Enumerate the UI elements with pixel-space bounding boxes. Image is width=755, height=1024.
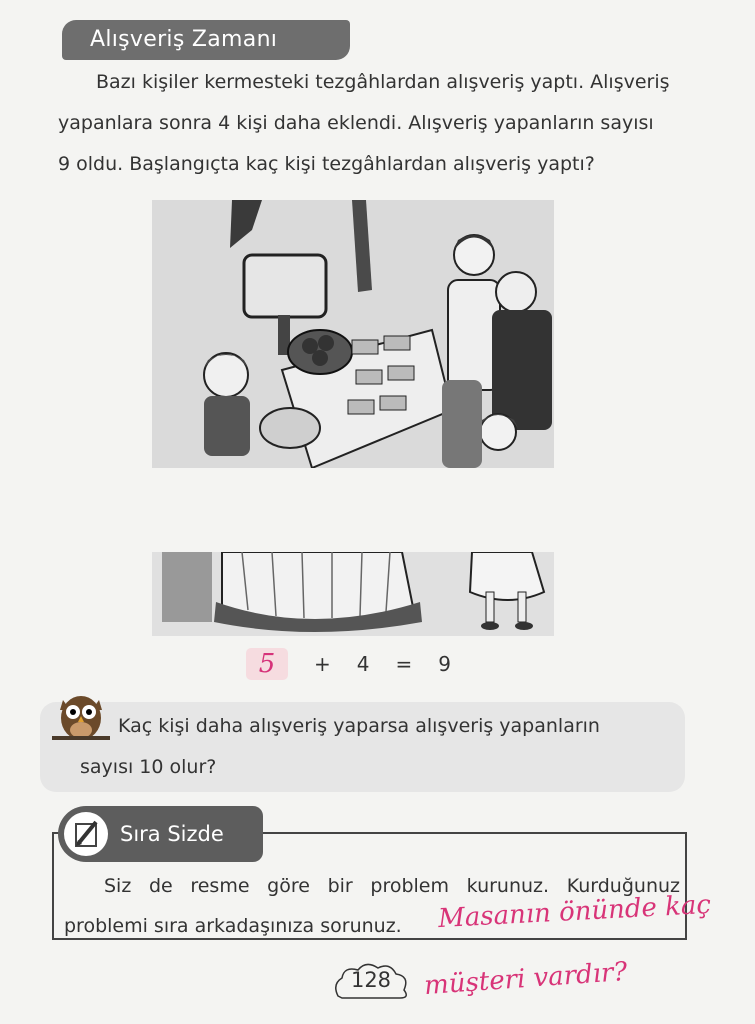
question-text: [80, 706, 680, 788]
task-line-2: problemi sıra arkadaşınıza sorunuz.: [64, 915, 402, 937]
kermes-illustration-top: [152, 200, 554, 468]
equals-sign: =: [395, 652, 413, 676]
page-title: Alışveriş Zamanı: [62, 20, 350, 60]
addend: 4: [356, 652, 370, 676]
answer-box[interactable]: [246, 648, 288, 680]
problem-line-2: yapanlara sonra 4 kişi daha eklendi. Alışveriş yapanların sayısı: [58, 112, 654, 134]
pencil-icon: [64, 812, 108, 856]
handwritten-problem-line-1: Masanın önünde kaç: [437, 889, 712, 935]
question-line-1: Kaç kişi daha alışveriş yaparsa alışveriş yapanların: [118, 715, 600, 737]
task-label: Sıra Sizde: [120, 822, 224, 846]
handwritten-answer: 5: [258, 649, 276, 679]
question-line-2: sayısı 10 olur?: [80, 756, 217, 778]
kermes-illustration-bottom: [152, 552, 554, 636]
problem-line-3: 9 oldu. Başlangıçta kaç kişi tezgâhlardan alışveriş yaptı?: [58, 153, 595, 175]
task-line-1: Siz de resme göre bir problem kurunuz. Kurduğunuz: [104, 875, 680, 897]
problem-line-1: Bazı kişiler kermesteki tezgâhlardan alışveriş yaptı. Alışveriş: [96, 71, 670, 93]
handwritten-problem-line-2: müşteri vardır?: [423, 956, 629, 1002]
result: 9: [438, 652, 451, 676]
plus-sign: +: [314, 652, 331, 676]
equation: [246, 646, 451, 682]
problem-text: [58, 62, 698, 185]
page-number: 128: [350, 968, 392, 992]
